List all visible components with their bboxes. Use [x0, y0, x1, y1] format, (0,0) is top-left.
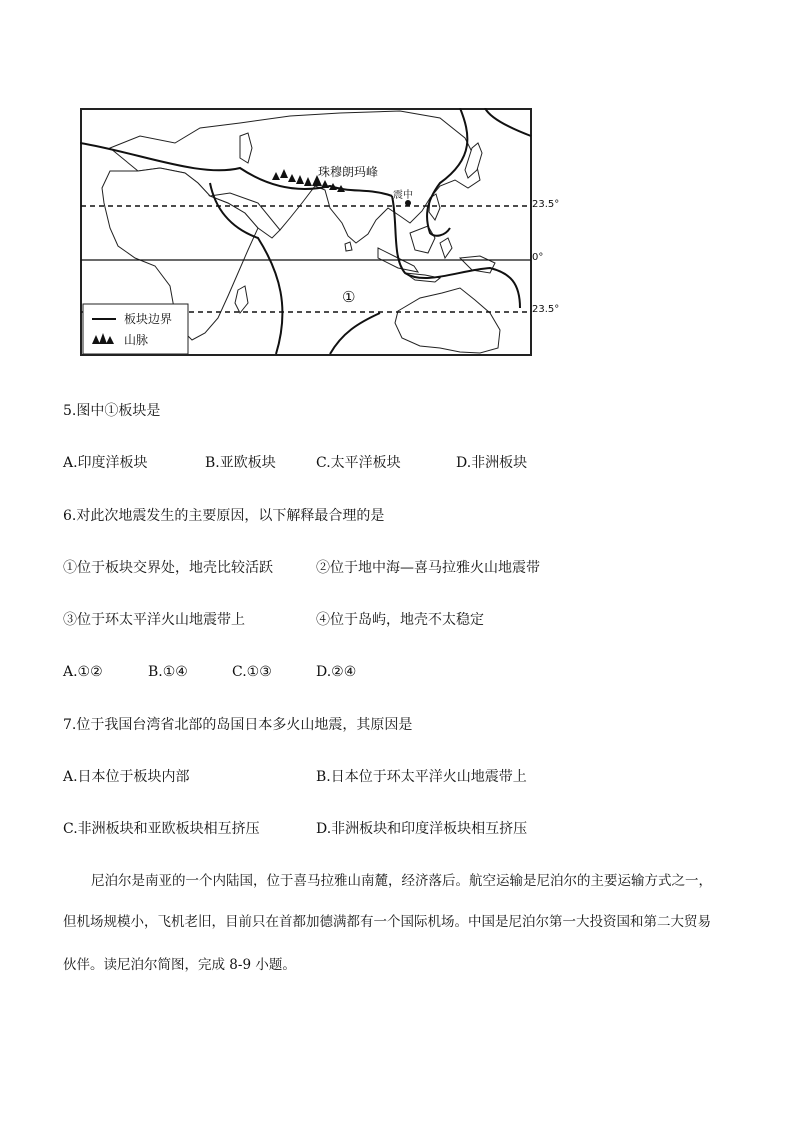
- lat-south-label: 23.5°: [532, 304, 560, 315]
- plate-number-label: ①: [342, 288, 356, 306]
- q6-option-b: B.①④: [148, 664, 188, 680]
- q5-option-a: A.印度洋板块: [63, 455, 148, 471]
- q6-option-a: A.①②: [63, 664, 103, 680]
- epicenter-label: 震中: [393, 190, 413, 201]
- question-5-stem: 5.图中①板块是: [63, 403, 161, 419]
- q5-option-d: D.非洲板块: [456, 455, 528, 471]
- q5-option-b: B.亚欧板块: [205, 455, 276, 471]
- legend-boundary-label: 板块边界: [124, 312, 173, 326]
- q6-statement-2: ②位于地中海—喜马拉雅火山地震带: [316, 560, 540, 576]
- q7-option-c: C.非洲板块和亚欧板块相互挤压: [63, 821, 260, 837]
- q7-option-d: D.非洲板块和印度洋板块相互挤压: [316, 821, 528, 837]
- question-6-stem: 6.对此次地震发生的主要原因，以下解释最合理的是: [63, 508, 385, 524]
- q7-option-a: A.日本位于板块内部: [63, 769, 190, 785]
- plate-map-svg: [80, 108, 535, 358]
- lat-north-label: 23.5°: [532, 199, 560, 210]
- everest-label: 珠穆朗玛峰: [318, 165, 379, 179]
- passage-line-2: 但机场规模小，飞机老旧，目前只在首都加德满都有一个国际机场。中国是尼泊尔第一大投资国和第二大贸易: [63, 914, 711, 930]
- q7-option-b: B.日本位于环太平洋火山地震带上: [316, 769, 527, 785]
- q6-statement-4: ④位于岛屿，地壳不太稳定: [316, 612, 484, 628]
- question-7-stem: 7.位于我国台湾省北部的岛国日本多火山地震，其原因是: [63, 717, 413, 733]
- lat-equator-label: 0°: [532, 252, 544, 263]
- q6-statement-1: ①位于板块交界处，地壳比较活跃: [63, 560, 273, 576]
- plate-map: [80, 108, 560, 358]
- q6-option-d: D.②④: [316, 664, 357, 680]
- legend-mountain-label: 山脉: [124, 333, 149, 347]
- q6-statement-3: ③位于环太平洋火山地震带上: [63, 612, 245, 628]
- passage-line-1: 尼泊尔是南亚的一个内陆国，位于喜马拉雅山南麓，经济落后。航空运输是尼泊尔的主要运输方式之一，: [91, 873, 712, 889]
- q5-option-c: C.太平洋板块: [316, 455, 401, 471]
- passage-line-3: 伙伴。读尼泊尔简图，完成 8-9 小题。: [63, 957, 296, 973]
- q6-option-c: C.①③: [232, 664, 272, 680]
